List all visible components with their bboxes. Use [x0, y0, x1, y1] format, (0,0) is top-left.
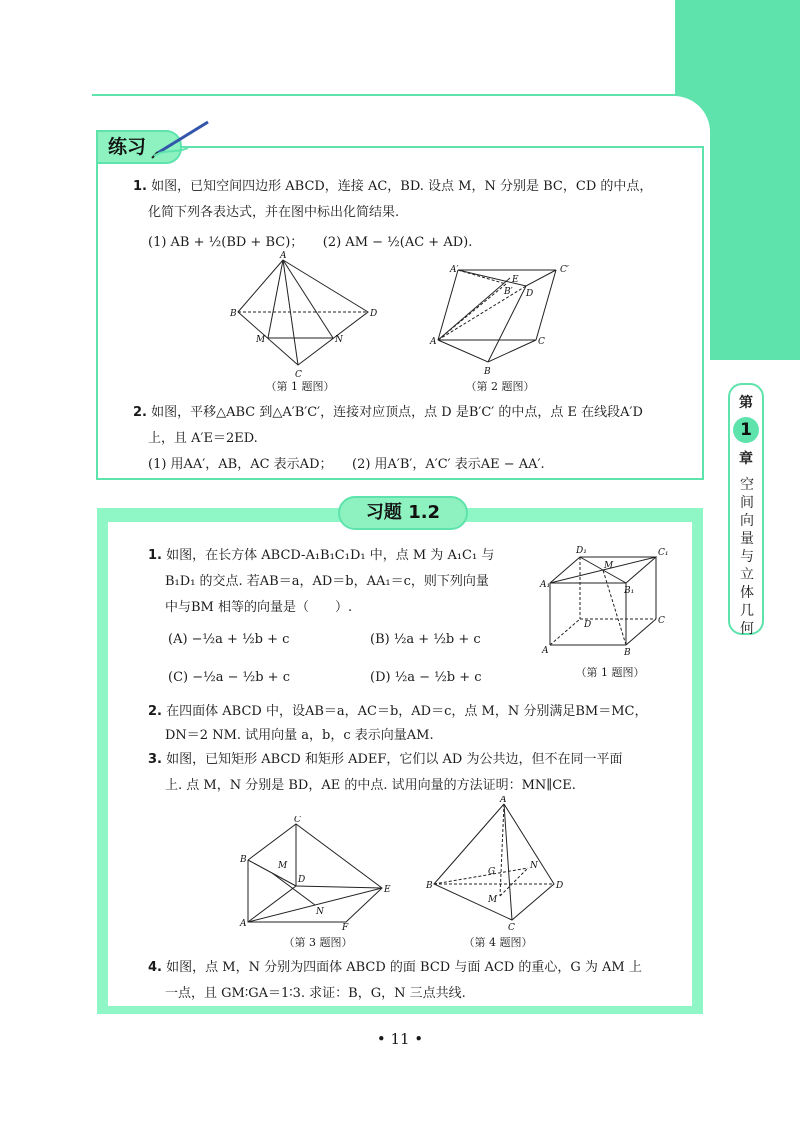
svg-text:A: A	[500, 796, 507, 805]
page-number: • 11 •	[376, 1030, 424, 1048]
svg-text:A: A	[280, 251, 287, 261]
svg-text:E: E	[384, 885, 391, 895]
exercise-3-text1: 如图，已知矩形 ABCD 和矩形 ADEF，它们以 AD 为公共边，但不在同一平面	[166, 752, 623, 767]
exercise-4-text1: 如图，点 M，N 分别为四面体 ABCD 的面 BCD 与面 ACD 的重心，G 为 AM 上	[166, 960, 642, 975]
svg-text:C₁: C₁	[658, 548, 669, 558]
svg-text:D: D	[370, 309, 378, 319]
svg-text:N: N	[530, 861, 538, 871]
exercise-1-text1: 如图，在长方体 ABCD-A₁B₁C₁D₁ 中，点 M 为 A₁C₁ 与	[166, 548, 495, 563]
exercise-1-line2: B₁D₁ 的交点. 若AB＝a，AD＝b，AA₁＝c，则下列向量	[165, 574, 489, 589]
exercise-1-option-d: (D) ½a − ½b + c	[370, 670, 482, 685]
practice-q1-text1: 如图，已知空间四边形 ABCD，连接 AC，BD. 设点 M，N 分别是 BC，CD 的中点，	[151, 179, 653, 194]
exercise-fig3-caption: （第 3 题图）	[283, 936, 353, 949]
figure-exercise-3	[238, 816, 398, 931]
top-rule	[92, 94, 702, 96]
chapter-number: 1	[733, 417, 759, 443]
svg-text:D: D	[584, 620, 592, 630]
practice-q2-number: 2.	[133, 405, 147, 420]
svg-text:M: M	[604, 561, 614, 571]
svg-text:M: M	[256, 335, 266, 345]
practice-q2-line2: 上，且 A′E＝2ED.	[148, 431, 258, 446]
exercise-2-line1	[148, 699, 647, 725]
svg-text:G: G	[488, 867, 496, 877]
exercise-3-line2: 上. 点 M，N 分别是 BD，AE 的中点. 试用向量的方法证明：MN∥CE.	[165, 778, 576, 793]
svg-text:B: B	[484, 367, 491, 377]
pen-icon	[148, 118, 212, 162]
practice-q2-line1	[133, 400, 643, 426]
figure-exercise-4	[424, 796, 569, 932]
exercise-4-number: 4.	[148, 960, 162, 975]
exercise-3-line1	[148, 747, 622, 773]
svg-text:D: D	[526, 289, 534, 299]
svg-text:D: D	[298, 875, 306, 885]
exercise-1-line3: 中与BM 相等的向量是（ ）.	[165, 600, 353, 615]
practice-q1-subparts: (1) AB + ½(BD + BC)； (2) AM − ½(AC + AD).	[148, 235, 473, 250]
exercise-2-number: 2.	[148, 704, 162, 719]
svg-text:C′: C′	[560, 265, 569, 275]
figure-practice-2	[428, 262, 578, 377]
exercise-fig1-caption: （第 1 题图）	[575, 666, 645, 679]
exercise-title: 习题 1.2	[338, 496, 468, 530]
svg-text:A: A	[240, 919, 247, 929]
exercise-1-option-a: (A) −½a + ½b + c	[168, 632, 290, 647]
svg-text:M: M	[488, 895, 498, 905]
practice-fig1-caption: （第 1 题图）	[265, 380, 335, 393]
svg-text:M: M	[278, 861, 288, 871]
svg-text:N: N	[316, 907, 324, 917]
svg-text:D: D	[556, 881, 564, 891]
chapter-title: 空间向量与立体几何	[740, 477, 754, 637]
svg-text:A′: A′	[450, 265, 459, 275]
svg-text:B₁: B₁	[624, 586, 635, 596]
exercise-1-number: 1.	[148, 548, 162, 563]
practice-q2-text1: 如图，平移△ABC 到△A′B′C′，连接对应顶点，点 D 是B′C′ 的中点，点 E 在线段A′D	[151, 405, 643, 420]
svg-text:C: C	[295, 370, 302, 380]
exercise-1-option-b: (B) ½a + ½b + c	[370, 632, 481, 647]
practice-q1-line1	[133, 174, 652, 200]
exercise-2-line2: DN＝2 NM. 试用向量 a，b，c 表示向量AM.	[165, 728, 434, 743]
svg-text:B: B	[240, 855, 247, 865]
practice-badge: 练习	[96, 130, 182, 164]
exercise-3-number: 3.	[148, 752, 162, 767]
exercise-1-option-c: (C) −½a − ½b + c	[168, 670, 290, 685]
chapter-di: 第	[739, 395, 753, 411]
svg-text:C: C	[658, 616, 665, 626]
exercise-4-line2: 一点，且 GM∶GA＝1∶3. 求证：B，G，N 三点共线.	[165, 986, 466, 1001]
exercise-fig4-caption: （第 4 题图）	[463, 936, 533, 949]
svg-text:C: C	[538, 337, 545, 347]
svg-text:B: B	[624, 648, 631, 658]
svg-text:E: E	[512, 275, 519, 285]
exercise-1-line1	[148, 543, 494, 569]
practice-fig2-caption: （第 2 题图）	[465, 380, 535, 393]
svg-text:A: A	[542, 646, 549, 656]
practice-q1-line2: 化简下列各表达式，并在图中标出化简结果.	[148, 205, 400, 220]
svg-text:D₁: D₁	[576, 546, 587, 556]
svg-text:F: F	[342, 923, 349, 931]
svg-text:B: B	[426, 881, 433, 891]
svg-text:A₁: A₁	[540, 580, 551, 590]
svg-text:B′: B′	[504, 287, 513, 297]
exercise-2-text1: 在四面体 ABCD 中，设AB＝a，AC＝b，AD＝c，点 M，N 分别满足BM＝MC，	[166, 704, 648, 719]
svg-text:C: C	[294, 816, 301, 825]
figure-exercise-1	[538, 543, 673, 658]
figure-practice-1	[228, 250, 378, 380]
svg-text:C: C	[508, 923, 515, 932]
chapter-zhang: 章	[739, 451, 753, 467]
svg-text:N: N	[335, 335, 343, 345]
practice-q1-number: 1.	[133, 179, 147, 194]
svg-text:A: A	[430, 337, 437, 347]
svg-text:B: B	[230, 309, 237, 319]
practice-q2-subparts: (1) 用AA′，AB，AC 表示AD； (2) 用A′B′，A′C′ 表示AE − AA′.	[148, 457, 545, 472]
exercise-4-line1	[148, 955, 642, 981]
